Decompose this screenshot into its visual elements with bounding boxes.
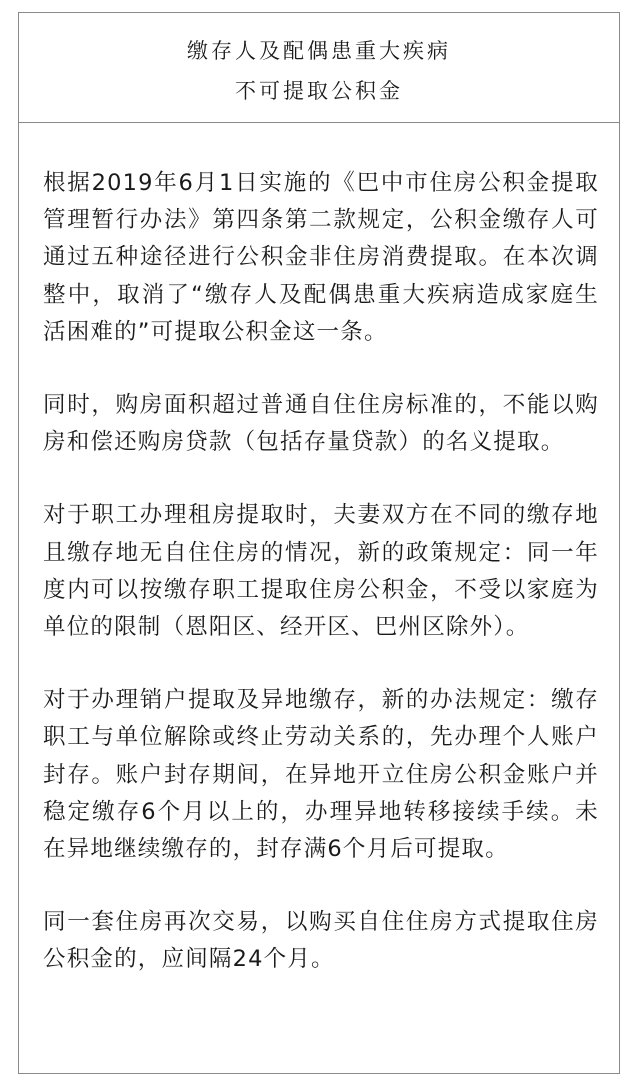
paragraph-5: 同一套住房再次交易，以购买自住住房方式提取住房公积金的，应间隔24个月。: [43, 909, 599, 973]
article-card: [18, 12, 620, 1074]
paragraph-4: 对于办理销户提取及异地缴存，新的办法规定：缴存职工与单位解除或终止劳动关系的，先办理个人账户封存。账户封存期间，在异地开立住房公积金账户并稳定缴存6个月以上的，办理异地转移接续手续。未在异地继续缴存的，封存满6个月后可提取。: [43, 687, 599, 863]
title-line-2: 不可提取公积金: [235, 79, 403, 103]
title-line-1: 缴存人及配偶患重大疾病: [187, 39, 451, 63]
title-block: [19, 13, 619, 123]
paragraph-1: 根据2019年6月1日实施的《巴中市住房公积金提取管理暂行办法》第四条第二款规定，公积金缴存人可通过五种途径进行公积金非住房消费提取。在本次调整中，取消了“缴存人及配偶患重大疾病造成家庭生活困难的”可提取公积金这一条。: [43, 170, 599, 345]
paragraph-3: 对于职工办理租房提取时，夫妻双方在不同的缴存地且缴存地无自住住房的情况，新的政策规定：同一年度内可以按缴存职工提取住房公积金，不受以家庭为单位的限制（恩阳区、经开区、巴州区除外）。: [43, 502, 599, 641]
paragraph-2: 同时，购房面积超过普通自住住房标准的，不能以购房和偿还购房贷款（包括存量贷款）的名义提取。: [43, 392, 599, 456]
article-body: [43, 165, 599, 1015]
